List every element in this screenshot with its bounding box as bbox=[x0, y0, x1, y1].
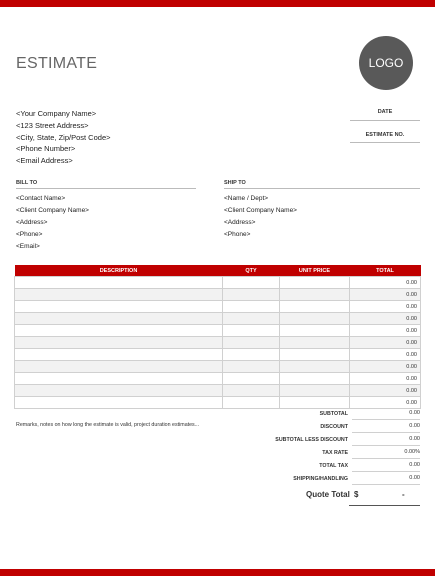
ship-to-address: <Address> bbox=[224, 218, 256, 226]
company-phone: <Phone Number> bbox=[16, 144, 76, 154]
totals-block bbox=[250, 407, 420, 485]
top-accent-bar bbox=[0, 0, 435, 7]
totals-row bbox=[250, 420, 420, 433]
quote-total-label: Quote Total bbox=[306, 490, 350, 499]
qty-cell[interactable] bbox=[223, 361, 280, 373]
bill-to-divider bbox=[16, 188, 196, 189]
document-title: ESTIMATE bbox=[16, 55, 98, 72]
unit-price-cell[interactable] bbox=[280, 289, 350, 301]
quote-total-currency: $ bbox=[354, 490, 359, 499]
total-cell[interactable]: 0.00 bbox=[350, 325, 421, 337]
ship-to-divider bbox=[224, 188, 420, 189]
unit-price-cell[interactable] bbox=[280, 373, 350, 385]
totals-value[interactable]: 0.00 bbox=[352, 459, 420, 472]
date-label: DATE bbox=[377, 109, 393, 115]
description-cell[interactable] bbox=[15, 349, 223, 361]
bill-to-phone: <Phone> bbox=[16, 230, 43, 238]
ship-to-name: <Name / Dept> bbox=[224, 195, 269, 202]
estimate-no-field[interactable] bbox=[350, 142, 420, 143]
total-cell[interactable]: 0.00 bbox=[350, 373, 421, 385]
qty-cell[interactable] bbox=[223, 373, 280, 385]
column-header: UNIT PRICE bbox=[280, 265, 350, 277]
bottom-accent-bar bbox=[0, 569, 435, 576]
totals-label: TOTAL TAX bbox=[319, 462, 348, 469]
description-cell[interactable] bbox=[15, 277, 223, 289]
total-cell[interactable]: 0.00 bbox=[350, 313, 421, 325]
unit-price-cell[interactable] bbox=[280, 349, 350, 361]
qty-cell[interactable] bbox=[223, 349, 280, 361]
bill-to-label: BILL TO bbox=[16, 180, 38, 186]
logo-placeholder: LOGO bbox=[359, 36, 413, 90]
totals-row bbox=[250, 407, 420, 420]
company-street: <123 Street Address> bbox=[16, 120, 89, 130]
unit-price-cell[interactable] bbox=[280, 385, 350, 397]
description-cell[interactable] bbox=[15, 313, 223, 325]
table-row bbox=[15, 385, 421, 397]
totals-label: TAX RATE bbox=[322, 449, 348, 456]
qty-cell[interactable] bbox=[223, 289, 280, 301]
totals-value[interactable]: 0.00 bbox=[352, 472, 420, 485]
bill-to-address: <Address> bbox=[16, 218, 48, 226]
unit-price-cell[interactable] bbox=[280, 277, 350, 289]
table-row bbox=[15, 301, 421, 313]
total-cell[interactable]: 0.00 bbox=[350, 361, 421, 373]
description-cell[interactable] bbox=[15, 397, 223, 409]
unit-price-cell[interactable] bbox=[280, 361, 350, 373]
table-row bbox=[15, 337, 421, 349]
totals-row bbox=[250, 472, 420, 485]
ship-to-phone: <Phone> bbox=[224, 230, 251, 238]
total-cell[interactable]: 0.00 bbox=[350, 397, 421, 409]
qty-cell[interactable] bbox=[223, 325, 280, 337]
table-row bbox=[15, 361, 421, 373]
unit-price-cell[interactable] bbox=[280, 313, 350, 325]
bill-to-block bbox=[16, 193, 89, 253]
company-email: <Email Address> bbox=[16, 156, 73, 166]
remarks-text: Remarks, notes on how long the estimate is valid, project duration estimates... bbox=[16, 422, 200, 428]
total-cell[interactable]: 0.00 bbox=[350, 301, 421, 313]
unit-price-cell[interactable] bbox=[280, 301, 350, 313]
table-row bbox=[15, 325, 421, 337]
ship-to-company: <Client Company Name> bbox=[224, 206, 297, 214]
ship-to-label: SHIP TO bbox=[224, 180, 246, 186]
column-header: TOTAL bbox=[350, 265, 421, 277]
totals-value[interactable]: 0.00 bbox=[352, 407, 420, 420]
quote-total-value: - bbox=[402, 490, 405, 499]
qty-cell[interactable] bbox=[223, 337, 280, 349]
line-items-table bbox=[14, 265, 421, 409]
table-row bbox=[15, 349, 421, 361]
company-city: <City, State, Zip/Post Code> bbox=[16, 132, 111, 142]
totals-row bbox=[250, 433, 420, 446]
company-info bbox=[16, 108, 111, 167]
qty-cell[interactable] bbox=[223, 313, 280, 325]
totals-value[interactable]: 0.00 bbox=[352, 433, 420, 446]
total-cell[interactable]: 0.00 bbox=[350, 349, 421, 361]
total-cell[interactable]: 0.00 bbox=[350, 277, 421, 289]
totals-label: SHIPPING/HANDLING bbox=[293, 475, 348, 482]
description-cell[interactable] bbox=[15, 325, 223, 337]
table-row bbox=[15, 277, 421, 289]
totals-row bbox=[250, 459, 420, 472]
company-name: <Your Company Name> bbox=[16, 109, 97, 118]
bill-to-email: <Email> bbox=[16, 242, 40, 250]
unit-price-cell[interactable] bbox=[280, 325, 350, 337]
column-header: QTY bbox=[223, 265, 280, 277]
date-field[interactable] bbox=[350, 120, 420, 121]
totals-label: SUBTOTAL LESS DISCOUNT bbox=[275, 436, 348, 443]
description-cell[interactable] bbox=[15, 361, 223, 373]
estimate-no-label: ESTIMATE NO. bbox=[365, 132, 405, 138]
table-row bbox=[15, 373, 421, 385]
ship-to-block bbox=[224, 193, 297, 241]
totals-row bbox=[250, 446, 420, 459]
qty-cell[interactable] bbox=[223, 277, 280, 289]
qty-cell[interactable] bbox=[223, 301, 280, 313]
total-cell[interactable]: 0.00 bbox=[350, 289, 421, 301]
column-header: DESCRIPTION bbox=[15, 265, 223, 277]
total-cell[interactable]: 0.00 bbox=[350, 337, 421, 349]
table-row bbox=[15, 313, 421, 325]
totals-label: SUBTOTAL bbox=[319, 410, 348, 417]
totals-value[interactable]: 0.00 bbox=[352, 420, 420, 433]
table-header-row bbox=[15, 265, 421, 277]
bill-to-company: <Client Company Name> bbox=[16, 206, 89, 214]
unit-price-cell[interactable] bbox=[280, 337, 350, 349]
totals-value[interactable]: 0.00% bbox=[352, 446, 420, 459]
bill-to-contact: <Contact Name> bbox=[16, 195, 66, 202]
total-cell[interactable]: 0.00 bbox=[350, 385, 421, 397]
totals-label: DISCOUNT bbox=[320, 423, 348, 430]
table-row bbox=[15, 289, 421, 301]
description-cell[interactable] bbox=[15, 289, 223, 301]
description-cell[interactable] bbox=[15, 373, 223, 385]
description-cell[interactable] bbox=[15, 301, 223, 313]
quote-total-underline bbox=[349, 505, 420, 506]
description-cell[interactable] bbox=[15, 385, 223, 397]
qty-cell[interactable] bbox=[223, 385, 280, 397]
description-cell[interactable] bbox=[15, 337, 223, 349]
